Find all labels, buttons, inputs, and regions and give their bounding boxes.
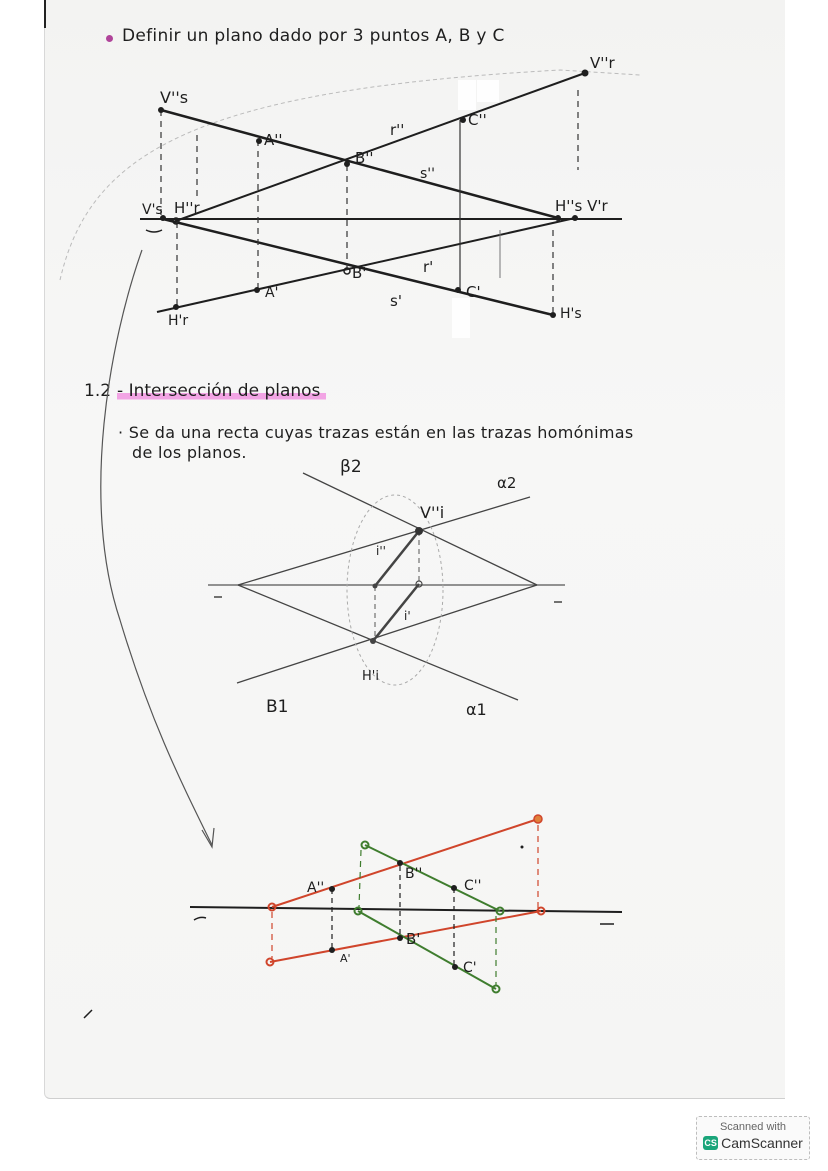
svg-text:B'': B'' bbox=[355, 149, 374, 167]
svg-text:B': B' bbox=[406, 930, 421, 948]
watermark-top-text: Scanned with bbox=[719, 1121, 787, 1133]
svg-text:i': i' bbox=[404, 609, 411, 623]
svg-text:A': A' bbox=[340, 952, 351, 965]
watermark-brand: CamScanner bbox=[721, 1135, 803, 1151]
svg-text:H'r: H'r bbox=[168, 313, 189, 329]
paragraph-line-2: de los planos. bbox=[132, 443, 247, 462]
svg-text:H''s V'r: H''s V'r bbox=[555, 197, 608, 215]
svg-text:B'': B'' bbox=[405, 866, 423, 882]
svg-text:r'': r'' bbox=[390, 121, 405, 139]
svg-text:V''i: V''i bbox=[420, 503, 445, 522]
svg-text:C'': C'' bbox=[468, 111, 487, 129]
camscanner-logo-icon: CS bbox=[704, 1138, 717, 1148]
label-V2s: V''s bbox=[160, 88, 189, 107]
section-number: 1.2 bbox=[84, 381, 112, 401]
svg-text:H'i: H'i bbox=[362, 669, 379, 684]
svg-text:α1: α1 bbox=[466, 700, 487, 719]
svg-text:A'': A'' bbox=[307, 880, 325, 896]
svg-text:H''r: H''r bbox=[174, 199, 200, 217]
svg-text:i'': i'' bbox=[376, 544, 386, 558]
svg-text:β2: β2 bbox=[340, 457, 362, 477]
paragraph-line-1: · Se da una recta cuyas trazas están en las trazas homónimas bbox=[118, 423, 634, 442]
bullet-heading: Definir un plano dado por 3 puntos A, B y C bbox=[122, 26, 505, 46]
svg-text:V's: V's bbox=[142, 202, 163, 218]
svg-text:H's: H's bbox=[560, 306, 582, 322]
svg-text:C'': C'' bbox=[464, 878, 482, 894]
svg-text:α2: α2 bbox=[497, 474, 517, 492]
svg-text:A'': A'' bbox=[264, 131, 283, 149]
camscanner-watermark bbox=[696, 1116, 810, 1160]
svg-text:s'': s'' bbox=[420, 166, 435, 182]
svg-text:B1: B1 bbox=[266, 697, 289, 717]
svg-text:A': A' bbox=[265, 285, 279, 301]
svg-text:C': C' bbox=[463, 960, 477, 976]
svg-text:B': B' bbox=[352, 264, 367, 282]
svg-text:C': C' bbox=[466, 283, 481, 301]
section-title: - Intersección de planos bbox=[117, 381, 326, 401]
svg-text:r': r' bbox=[423, 258, 434, 276]
svg-text:V''r: V''r bbox=[590, 54, 615, 72]
svg-text:s': s' bbox=[390, 292, 402, 310]
